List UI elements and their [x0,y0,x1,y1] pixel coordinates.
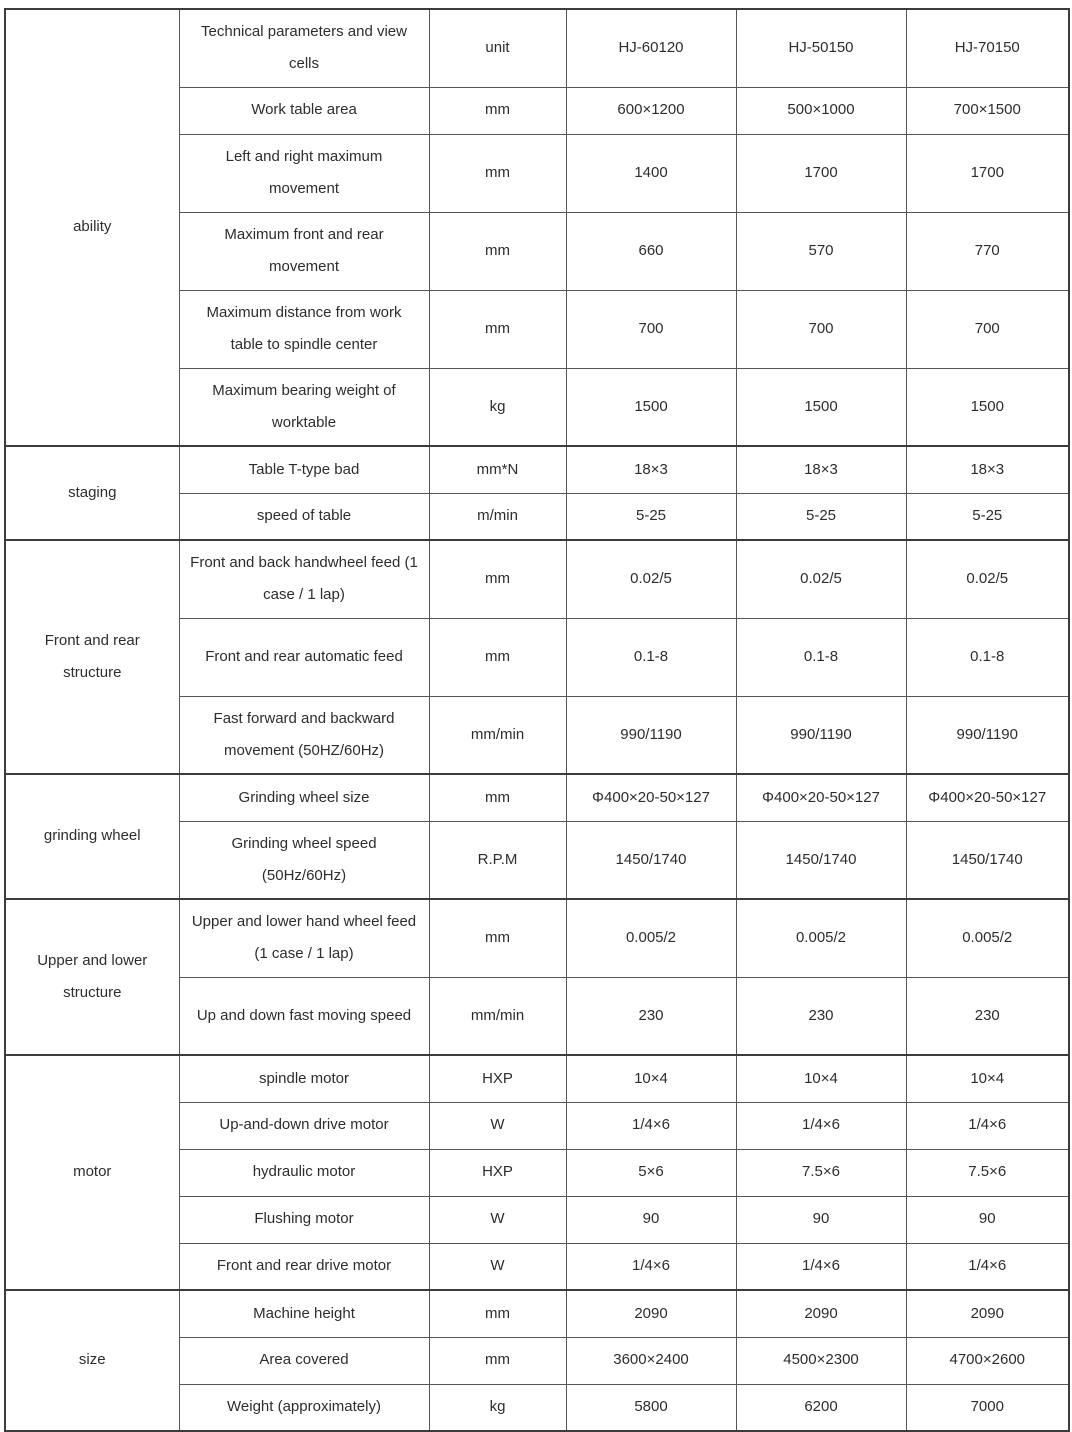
value-cell: 0.005/2 [906,899,1069,977]
value-cell: 18×3 [906,446,1069,493]
value-cell: 770 [906,212,1069,290]
value-cell: 4500×2300 [736,1337,906,1384]
value-cell: 0.02/5 [906,540,1069,618]
value-cell: 1/4×6 [906,1243,1069,1290]
table-row [5,899,1069,977]
param-cell: Table T-type bad [179,446,429,493]
group-cell-size: size [5,1290,179,1431]
value-cell: 1500 [736,368,906,446]
group-cell-staging: staging [5,446,179,540]
unit-cell: mm [429,1290,566,1337]
table-row [5,9,1069,87]
value-cell: 5-25 [566,493,736,540]
value-cell: 0.005/2 [736,899,906,977]
value-cell: 0.02/5 [566,540,736,618]
value-cell: 2090 [906,1290,1069,1337]
group-cell-upper-lower-structure: Upper and lower structure [5,899,179,1055]
value-cell: 700 [566,290,736,368]
value-cell: 500×1000 [736,87,906,134]
value-cell: 0.1-8 [566,618,736,696]
unit-cell: mm [429,618,566,696]
param-cell: speed of table [179,493,429,540]
param-cell: spindle motor [179,1055,429,1102]
unit-cell: mm/min [429,977,566,1055]
unit-cell: mm [429,1337,566,1384]
value-cell: Φ400×20-50×127 [906,774,1069,821]
unit-cell: W [429,1102,566,1149]
value-cell: 230 [736,977,906,1055]
value-cell: 230 [906,977,1069,1055]
value-cell: 1/4×6 [736,1102,906,1149]
unit-cell: R.P.M [429,821,566,899]
value-cell: 3600×2400 [566,1337,736,1384]
param-cell: Area covered [179,1337,429,1384]
value-cell: 90 [906,1196,1069,1243]
value-cell: 90 [566,1196,736,1243]
unit-cell: W [429,1196,566,1243]
unit-cell: mm [429,540,566,618]
value-cell: 6200 [736,1384,906,1431]
unit-cell: mm [429,774,566,821]
param-cell: Front and back handwheel feed (1 case / 1 lap) [179,540,429,618]
param-cell: Fast forward and backward movement (50HZ/60Hz) [179,696,429,774]
value-cell: 18×3 [566,446,736,493]
value-cell: 7.5×6 [736,1149,906,1196]
value-cell: 7.5×6 [906,1149,1069,1196]
value-cell: 990/1190 [566,696,736,774]
value-cell: 570 [736,212,906,290]
value-cell: 700 [736,290,906,368]
param-cell: Upper and lower hand wheel feed (1 case / 1 lap) [179,899,429,977]
value-cell: 2090 [566,1290,736,1337]
value-cell: 0.1-8 [736,618,906,696]
param-cell: Maximum front and rear movement [179,212,429,290]
param-cell: Work table area [179,87,429,134]
value-cell: 5-25 [736,493,906,540]
value-cell: 10×4 [736,1055,906,1102]
param-cell: Front and rear drive motor [179,1243,429,1290]
param-cell: Grinding wheel size [179,774,429,821]
model-header-cell: HJ-70150 [906,9,1069,87]
param-cell: Flushing motor [179,1196,429,1243]
unit-cell: kg [429,368,566,446]
unit-cell: mm*N [429,446,566,493]
spec-table [4,8,1070,1432]
param-cell: Machine height [179,1290,429,1337]
unit-cell: mm [429,212,566,290]
value-cell: Φ400×20-50×127 [736,774,906,821]
value-cell: 5-25 [906,493,1069,540]
value-cell: 18×3 [736,446,906,493]
unit-cell: mm [429,134,566,212]
unit-cell: mm [429,899,566,977]
value-cell: 2090 [736,1290,906,1337]
value-cell: 990/1190 [736,696,906,774]
model-header-cell: HJ-60120 [566,9,736,87]
value-cell: 10×4 [566,1055,736,1102]
param-cell: Up-and-down drive motor [179,1102,429,1149]
value-cell: 1/4×6 [906,1102,1069,1149]
param-cell: Technical parameters and view cells [179,9,429,87]
unit-header-cell: unit [429,9,566,87]
table-row [5,1290,1069,1337]
unit-cell: HXP [429,1149,566,1196]
value-cell: 5×6 [566,1149,736,1196]
value-cell: 1700 [906,134,1069,212]
group-cell-grinding-wheel: grinding wheel [5,774,179,899]
value-cell: 700×1500 [906,87,1069,134]
param-cell: Weight (approximately) [179,1384,429,1431]
unit-cell: mm [429,290,566,368]
value-cell: 0.02/5 [736,540,906,618]
unit-cell: mm/min [429,696,566,774]
value-cell: 1450/1740 [566,821,736,899]
value-cell: 230 [566,977,736,1055]
unit-cell: W [429,1243,566,1290]
value-cell: 10×4 [906,1055,1069,1102]
value-cell: 990/1190 [906,696,1069,774]
value-cell: 600×1200 [566,87,736,134]
value-cell: 1/4×6 [736,1243,906,1290]
value-cell: 1400 [566,134,736,212]
value-cell: 1700 [736,134,906,212]
param-cell: Maximum distance from work table to spindle center [179,290,429,368]
value-cell: 660 [566,212,736,290]
table-row [5,1055,1069,1102]
param-cell: Front and rear automatic feed [179,618,429,696]
param-cell: Up and down fast moving speed [179,977,429,1055]
value-cell: 4700×2600 [906,1337,1069,1384]
value-cell: 7000 [906,1384,1069,1431]
value-cell: 1/4×6 [566,1102,736,1149]
unit-cell: mm [429,87,566,134]
value-cell: Φ400×20-50×127 [566,774,736,821]
group-cell-motor: motor [5,1055,179,1290]
unit-cell: HXP [429,1055,566,1102]
value-cell: 1450/1740 [906,821,1069,899]
value-cell: 1500 [566,368,736,446]
value-cell: 1/4×6 [566,1243,736,1290]
model-header-cell: HJ-50150 [736,9,906,87]
value-cell: 1450/1740 [736,821,906,899]
table-row [5,540,1069,618]
table-row [5,446,1069,493]
value-cell: 0.1-8 [906,618,1069,696]
param-cell: Maximum bearing weight of worktable [179,368,429,446]
param-cell: Left and right maximum movement [179,134,429,212]
value-cell: 1500 [906,368,1069,446]
value-cell: 0.005/2 [566,899,736,977]
unit-cell: m/min [429,493,566,540]
value-cell: 5800 [566,1384,736,1431]
group-cell-front-rear-structure: Front and rear structure [5,540,179,774]
group-cell-ability: ability [5,9,179,446]
unit-cell: kg [429,1384,566,1431]
param-cell: hydraulic motor [179,1149,429,1196]
value-cell: 90 [736,1196,906,1243]
value-cell: 700 [906,290,1069,368]
table-row [5,774,1069,821]
param-cell: Grinding wheel speed (50Hz/60Hz) [179,821,429,899]
